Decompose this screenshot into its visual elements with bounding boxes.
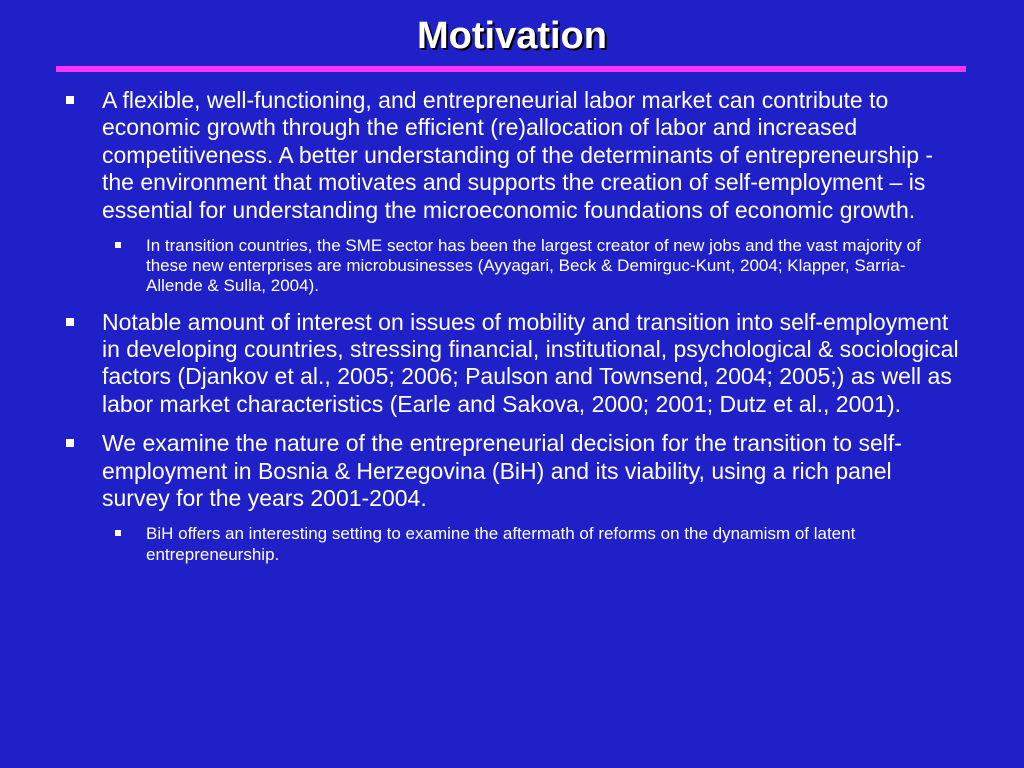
bullet-text: Notable amount of interest on issues of mobility and transition into self-employment in developing countries, stressing financial, institutional, psychological & sociological factors (Djankov et al., 2005; 2006; Paulson and Townsend, 2004; 2005;) as well as labor market characteristics (Earle and Sakova, 2000; 2001; Dutz et al., 2001). [102, 308, 959, 417]
sub-bullet-item [62, 524, 962, 564]
square-bullet-icon [66, 318, 74, 326]
bullet-item [62, 87, 962, 224]
sub-bullet-text: BiH offers an interesting setting to examine the aftermath of reforms on the dynamism of latent entrepreneurship. [146, 524, 856, 564]
square-bullet-icon [115, 242, 121, 248]
title-divider [56, 66, 966, 72]
sub-bullet-item [62, 236, 962, 297]
bullet-text: A flexible, well-functioning, and entrepreneurial labor market can contribute to economic growth through the efficient (re)allocation of labor and increased competitiveness. A better understanding of the determinants of entrepreneurship - the environment that motivates and supports the creation of self-employment – is essential for understanding the microeconomic foundations of economic growth. [102, 87, 934, 223]
square-bullet-icon [115, 530, 121, 536]
slide-title: Motivation [417, 15, 607, 57]
square-bullet-icon [66, 439, 74, 447]
bullet-item [62, 430, 962, 512]
square-bullet-icon [66, 96, 74, 104]
bullet-list [62, 87, 962, 577]
sub-bullet-text: In transition countries, the SME sector has been the largest creator of new jobs and the vast majority of these new enterprises are microbusinesses (Ayyagari, Beck & Demirguc-Kunt, 2004; Klapper, Sarria-Allende & Sulla, 2004). [146, 236, 921, 296]
bullet-text: We examine the nature of the entrepreneurial decision for the transition to self-employment in Bosnia & Herzegovina (BiH) and its viability, using a rich panel survey for the years 2001-2004. [102, 430, 902, 512]
bullet-item [62, 309, 962, 419]
